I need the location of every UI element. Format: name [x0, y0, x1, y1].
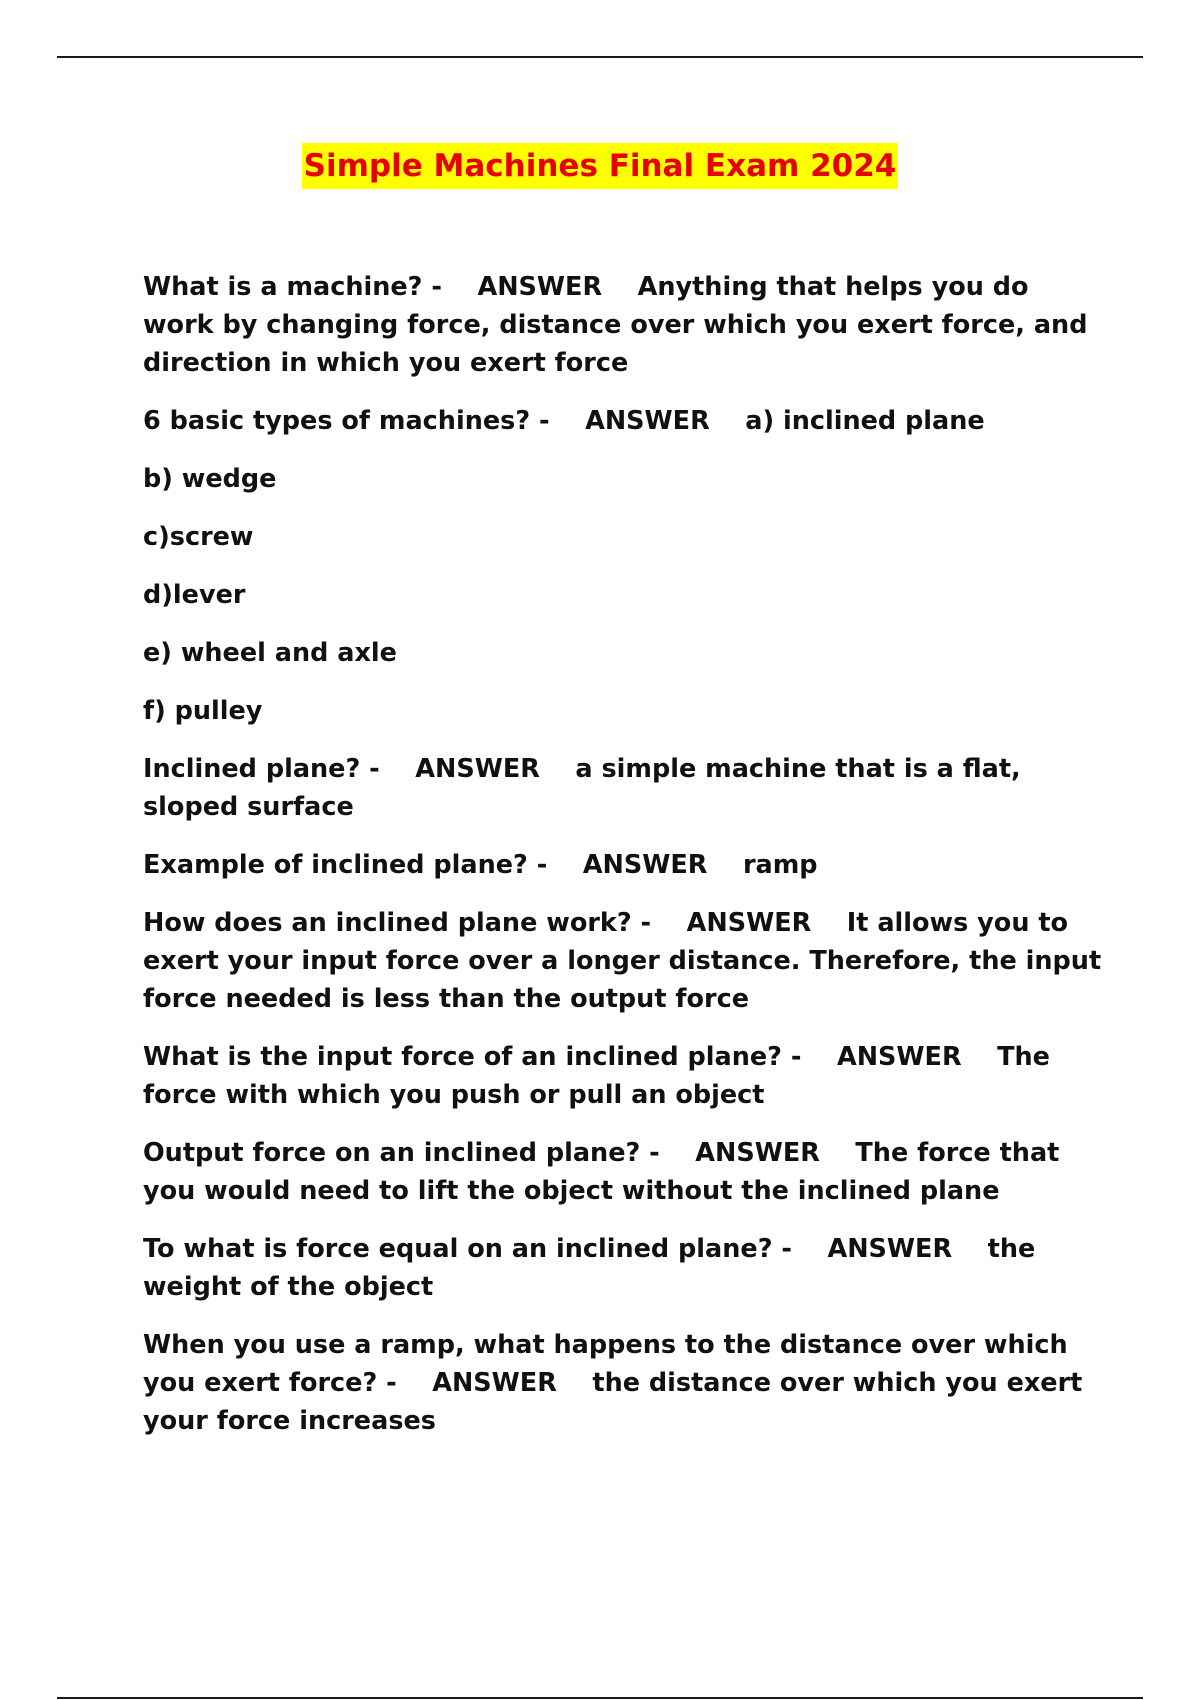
separator: -	[640, 1138, 696, 1168]
question-text: 6 basic types of machines?	[143, 406, 531, 436]
answer-text: the weight of the object	[143, 1234, 1036, 1302]
question-text: Output force on an inclined plane?	[143, 1138, 641, 1168]
answer-text: the distance over which you exert your force increases	[143, 1368, 1083, 1436]
answer-label: ANSWER	[432, 1368, 557, 1398]
answer-label: ANSWER	[827, 1234, 953, 1264]
answer-text: a) inclined plane	[745, 406, 985, 436]
answer-text: Anything that helps you do work by changing force, distance over which you exert force, and direction in which you exert force	[143, 272, 1088, 378]
answer-gap	[710, 406, 746, 436]
list-item: f) pulley	[143, 696, 263, 726]
top-rule	[57, 56, 1143, 58]
answer-gap	[557, 1368, 593, 1398]
separator: -	[377, 1368, 433, 1398]
separator: -	[360, 754, 416, 784]
answer-label: ANSWER	[585, 406, 710, 436]
answer-label: ANSWER	[477, 272, 603, 302]
qa-list	[143, 268, 1103, 1460]
bottom-rule	[57, 1697, 1143, 1699]
document-title: Simple Machines Final Exam 2024	[302, 143, 899, 189]
list-item: e) wheel and axle	[143, 638, 397, 668]
answer-label: ANSWER	[415, 754, 540, 784]
answer-gap	[707, 850, 743, 880]
qa-entry	[143, 750, 1103, 826]
qa-entry	[143, 1038, 1103, 1114]
answer-label: ANSWER	[686, 908, 812, 938]
separator: -	[781, 1042, 837, 1072]
list-item: c)screw	[143, 522, 254, 552]
answer-gap	[820, 1138, 856, 1168]
question-text: Inclined plane?	[143, 754, 361, 784]
list-item: b) wedge	[143, 464, 277, 494]
separator: -	[527, 850, 583, 880]
answer-text: The force that you would need to lift the object without the inclined plane	[143, 1138, 1060, 1206]
list-item: d)lever	[143, 580, 246, 610]
separator: -	[631, 908, 687, 938]
qa-entry	[143, 268, 1103, 382]
answer-gap	[962, 1042, 998, 1072]
question-text: What is a machine?	[143, 272, 423, 302]
answer-gap	[952, 1234, 988, 1264]
question-text: What is the input force of an inclined plane?	[143, 1042, 782, 1072]
answer-text: The force with which you push or pull an object	[143, 1042, 1050, 1110]
answer-gap	[602, 272, 638, 302]
qa-entry	[143, 402, 1103, 440]
qa-entry	[143, 904, 1103, 1018]
answer-text: ramp	[742, 850, 818, 880]
answer-gap	[811, 908, 847, 938]
answer-text: It allows you to exert your input force over a longer distance. Therefore, the input force needed is less than the output force	[143, 908, 1102, 1014]
separator: -	[422, 272, 478, 302]
qa-entry	[143, 1326, 1103, 1440]
qa-entry	[143, 1230, 1103, 1306]
answer-label: ANSWER	[582, 850, 708, 880]
answer-label: ANSWER	[836, 1042, 962, 1072]
question-text: When you use a ramp, what happens to the distance over which you exert force?	[143, 1330, 1068, 1398]
separator: -	[772, 1234, 828, 1264]
answer-label: ANSWER	[695, 1138, 820, 1168]
question-text: Example of inclined plane?	[143, 850, 528, 880]
answer-text: a simple machine that is a flat, sloped surface	[143, 754, 1021, 822]
question-text: How does an inclined plane work?	[143, 908, 632, 938]
separator: -	[530, 406, 586, 436]
question-text: To what is force equal on an inclined plane?	[143, 1234, 773, 1264]
answer-gap	[540, 754, 576, 784]
title-container	[0, 143, 1200, 189]
qa-entry	[143, 846, 1103, 884]
qa-entry	[143, 1134, 1103, 1210]
